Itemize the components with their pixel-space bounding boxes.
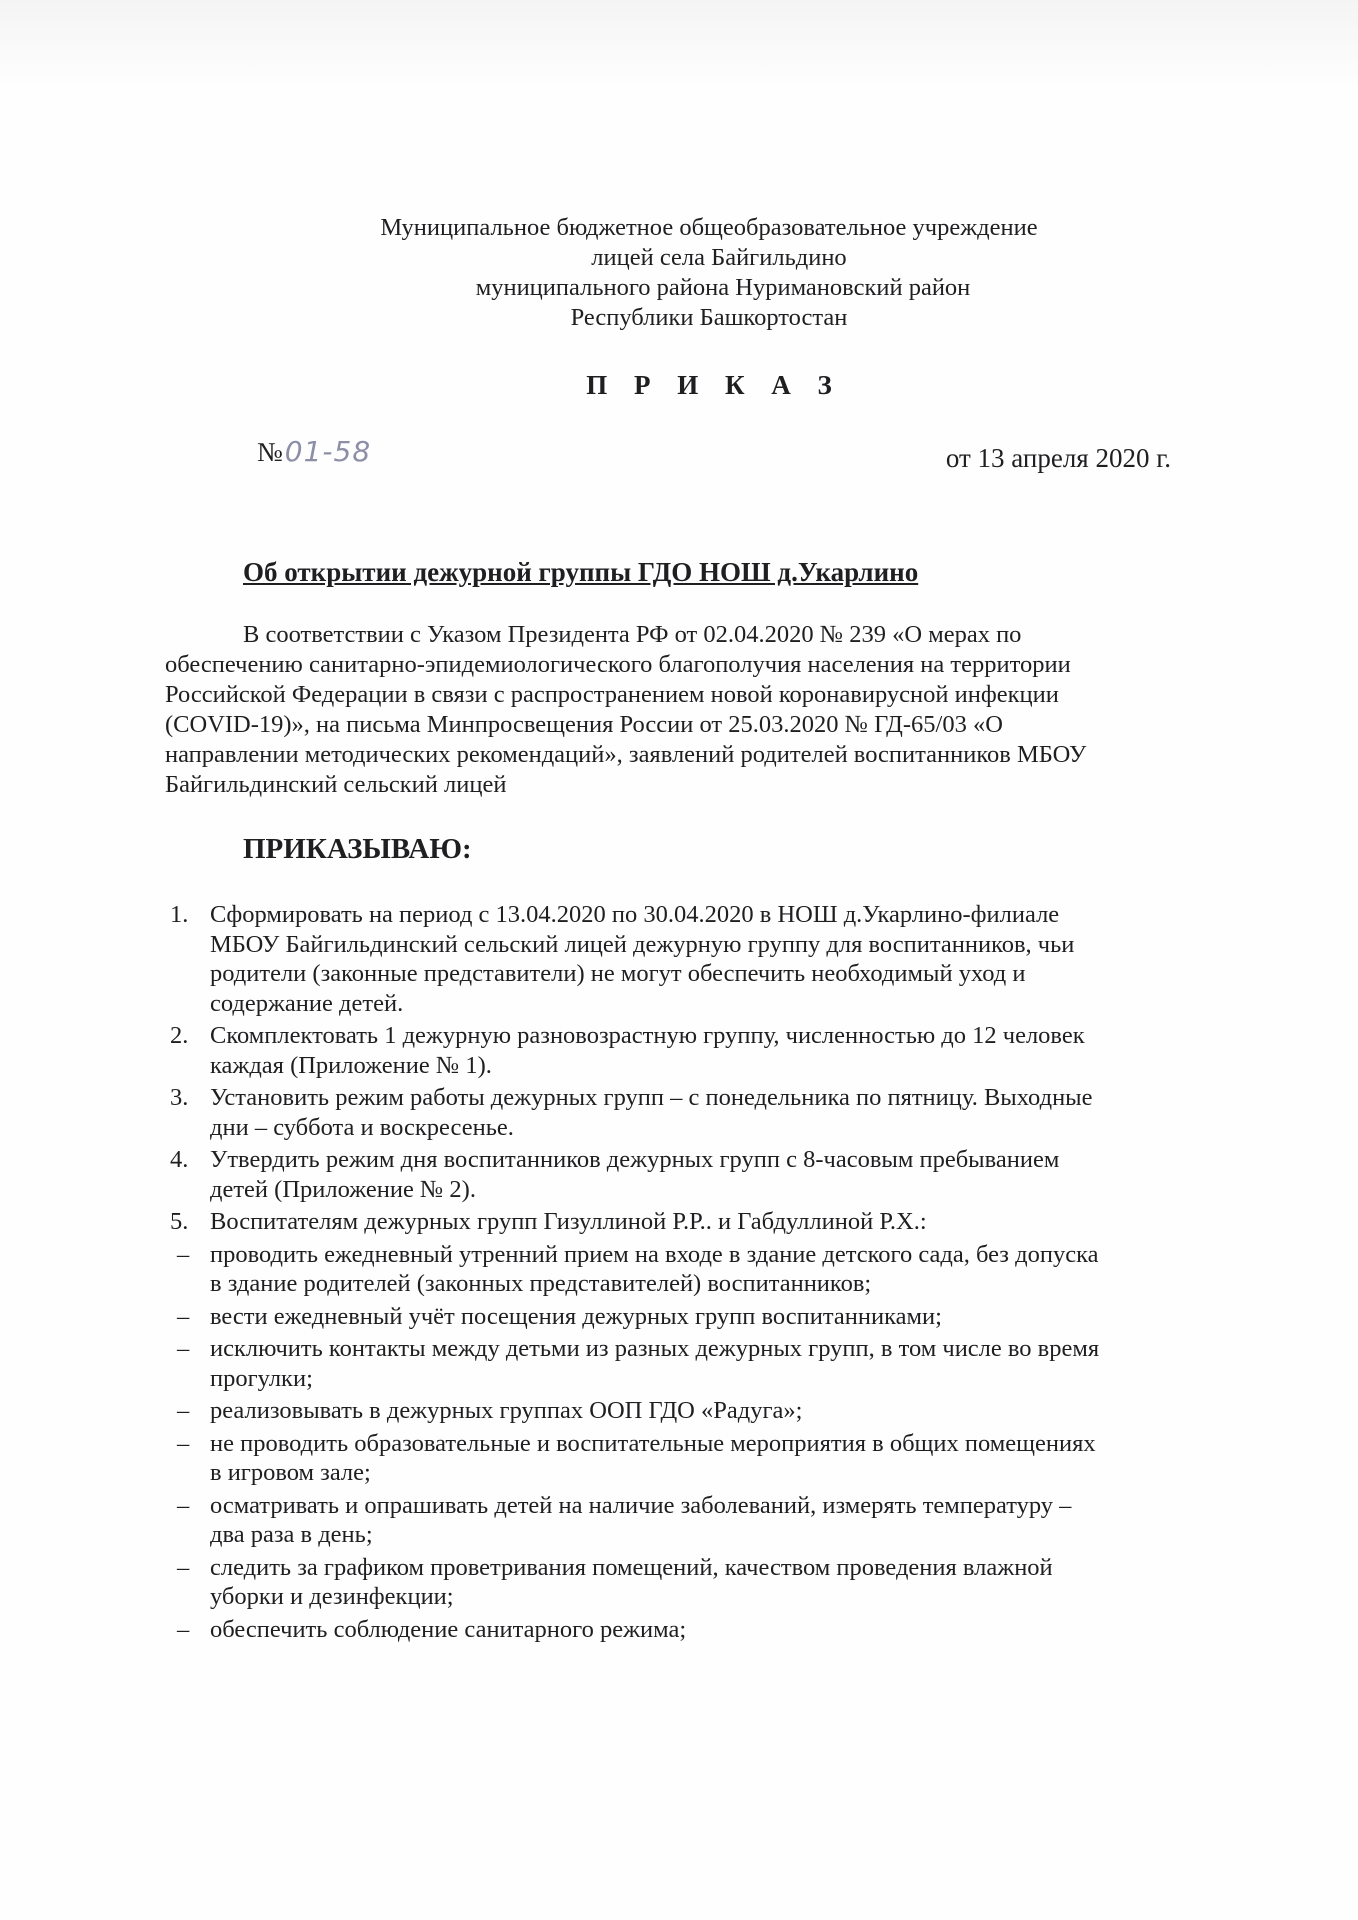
item-text-line: не проводить образовательные и воспитательные мероприятия в общих помещениях: [210, 1429, 1096, 1457]
sub-item: [165, 1302, 1175, 1332]
order-subject: Об открытии дежурной группы ГДО НОШ д.Укарлино: [243, 557, 919, 587]
order-item: [165, 1145, 1175, 1204]
item-text-line: Скомплектовать 1 дежурную разновозрастную группу, численностью до 12 человек: [210, 1022, 1085, 1049]
sub-item: [165, 1553, 1175, 1612]
item-text-line: обеспечить соблюдение санитарного режима;: [210, 1615, 687, 1643]
sub-item: [165, 1491, 1175, 1550]
sub-item: [165, 1396, 1175, 1426]
item-text-line: МБОУ Байгильдинский сельский лицей дежурную группу для воспитанников, чьи: [210, 930, 1075, 958]
sub-item: [165, 1615, 1175, 1645]
item-text-line: осматривать и опрашивать детей на наличие заболеваний, измерять температуру –: [210, 1491, 1072, 1519]
item-text-line: в здание родителей (законных представителей) воспитанников;: [210, 1270, 872, 1297]
item-marker: –: [177, 1335, 190, 1362]
item-marker: –: [177, 1615, 190, 1643]
order-item: [165, 900, 1175, 1018]
scan-edge-shading: [0, 0, 1358, 90]
item-text-line: проводить ежедневный утренний прием на входе в здание детского сада, без допуска: [210, 1240, 1099, 1268]
preamble-line: Байгильдинский сельский лицей: [165, 771, 507, 798]
number-sign: №: [257, 437, 283, 467]
item-marker: –: [177, 1429, 190, 1457]
item-marker: 2.: [170, 1022, 189, 1049]
item-marker: 1.: [170, 901, 189, 928]
item-text-line: дни – суббота и воскресенье.: [210, 1113, 514, 1141]
item-text-line: следить за графиком проветривания помещений, качеством проведения влажной: [210, 1553, 1053, 1581]
item-text-line: содержание детей.: [210, 989, 404, 1017]
organization-header: [0, 213, 1358, 333]
item-text-line: два раза в день;: [210, 1521, 373, 1548]
item-text-line: реализовывать в дежурных группах ООП ГДО «Радуга»;: [210, 1397, 803, 1424]
item-text-line: каждая (Приложение № 1).: [210, 1051, 492, 1079]
item-marker: –: [177, 1302, 190, 1330]
order-item: [165, 1207, 1175, 1237]
order-item: [165, 1083, 1175, 1142]
item-text-line: Утвердить режим дня воспитанников дежурных групп с 8-часовым пребыванием: [210, 1146, 1060, 1173]
handwritten-number: 01-58: [284, 435, 372, 468]
order-items-list: [165, 900, 1175, 1647]
preamble-line: направлении методических рекомендаций», заявлений родителей воспитанников МБОУ: [165, 741, 1087, 768]
item-text-line: уборки и дезинфекции;: [210, 1583, 454, 1610]
order-item: [165, 1021, 1175, 1080]
item-text-line: Установить режим работы дежурных групп – с понедельника по пятницу. Выходные: [210, 1084, 1093, 1111]
item-text-line: Воспитателям дежурных групп Гизуллиной Р.Р.. и Габдуллиной Р.Х.:: [210, 1208, 927, 1235]
item-marker: –: [177, 1491, 190, 1519]
item-marker: –: [177, 1553, 190, 1581]
preamble-line: обеспечению санитарно-эпидемиологического благополучия населения на территории: [165, 651, 1071, 678]
order-number: [257, 435, 371, 468]
preamble-line: (COVID-19)», на письма Минпросвещения России от 25.03.2020 № ГД-65/03 «О: [165, 711, 1003, 738]
item-text-line: в игровом зале;: [210, 1459, 371, 1486]
sub-item: [165, 1334, 1175, 1393]
order-word: ПРИКАЗЫВАЮ:: [243, 833, 472, 865]
item-marker: –: [177, 1397, 190, 1424]
item-text-line: прогулки;: [210, 1364, 313, 1392]
document-heading: П Р И К А З: [586, 370, 842, 400]
organization-line: Муниципальное бюджетное общеобразовательное учреждение: [380, 214, 1038, 241]
preamble-line: Российской Федерации в связи с распространением новой коронавирусной инфекции: [165, 681, 1059, 708]
sub-item: [165, 1240, 1175, 1299]
item-marker: 4.: [170, 1146, 189, 1173]
item-text-line: детей (Приложение № 2).: [210, 1175, 476, 1203]
item-text-line: исключить контакты между детьми из разных дежурных групп, в том числе во время: [210, 1335, 1100, 1362]
organization-line: лицей села Байгильдино: [591, 244, 847, 271]
organization-line: муниципального района Нуримановский район: [475, 274, 971, 301]
organization-line: Республики Башкортостан: [570, 304, 848, 331]
item-marker: 5.: [170, 1208, 189, 1235]
preamble-line: В соответствии с Указом Президента РФ от 02.04.2020 № 239 «О мерах по: [243, 621, 1022, 648]
item-text-line: Сформировать на период с 13.04.2020 по 30.04.2020 в НОШ д.Укарлино-филиале: [210, 901, 1060, 928]
order-date: от 13 апреля 2020 г.: [945, 443, 1171, 473]
item-text-line: родители (законные представители) не могут обеспечить необходимый уход и: [210, 960, 1026, 987]
sub-item: [165, 1429, 1175, 1488]
item-marker: 3.: [170, 1084, 189, 1111]
preamble: [165, 620, 1095, 800]
item-text-line: вести ежедневный учёт посещения дежурных групп воспитанниками;: [210, 1302, 942, 1330]
item-marker: –: [177, 1240, 190, 1268]
